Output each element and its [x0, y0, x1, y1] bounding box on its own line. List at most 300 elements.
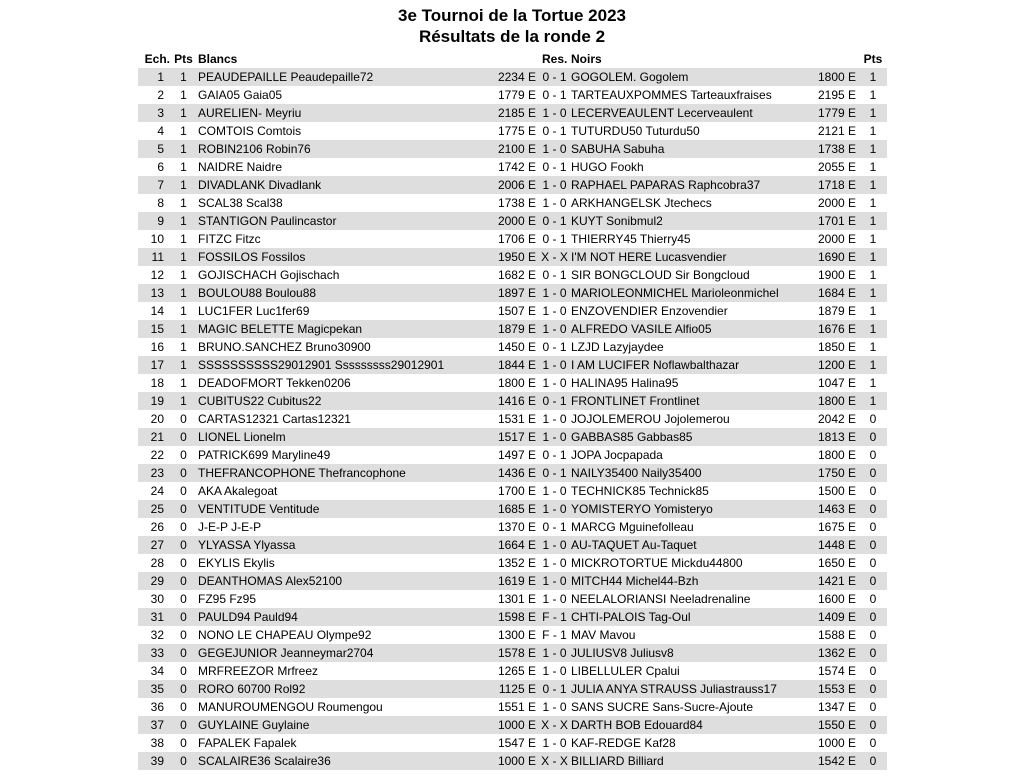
board-number: 31 [150, 610, 164, 624]
black-points: 1 [869, 394, 877, 408]
white-rating: 1436 E [497, 466, 536, 480]
black-rating: 1409 E [818, 610, 857, 624]
black-points: 1 [869, 178, 877, 192]
white-player: SCAL38 Scal38 [198, 196, 283, 210]
black-rating: 1463 E [818, 502, 857, 516]
black-points: 0 [869, 466, 877, 480]
white-player: ROBIN2106 Robin76 [198, 142, 311, 156]
result: X - X [541, 754, 568, 768]
black-rating: 1553 E [818, 682, 857, 696]
black-rating: 1813 E [818, 430, 857, 444]
white-player: MRFREEZOR Mrfreez [198, 664, 318, 678]
white-points: 1 [180, 322, 187, 336]
white-points: 1 [180, 124, 187, 138]
black-rating: 1448 E [818, 538, 857, 552]
white-player: THEFRANCOPHONE Thefrancophone [198, 466, 406, 480]
table-row [138, 158, 887, 176]
white-rating: 1775 E [497, 124, 536, 138]
black-points: 1 [869, 70, 877, 84]
table-row [138, 500, 887, 518]
black-points: 0 [869, 502, 877, 516]
white-rating: 1507 E [497, 304, 536, 318]
black-rating: 1676 E [818, 322, 857, 336]
result: 1 - 0 [542, 322, 567, 336]
white-rating: 2006 E [497, 178, 536, 192]
black-player: CHTI-PALOIS Tag-Oul [571, 610, 691, 624]
black-points: 0 [869, 430, 877, 444]
white-player: DEANTHOMAS Alex52100 [198, 574, 343, 588]
board-number: 25 [150, 502, 164, 516]
table-row [138, 86, 887, 104]
white-rating: 1000 E [497, 754, 536, 768]
white-points: 0 [180, 610, 187, 624]
black-player: ARKHANGELSK Jtechecs [571, 196, 712, 210]
table-row [138, 302, 887, 320]
white-rating: 1950 E [497, 250, 536, 264]
white-points: 0 [180, 484, 187, 498]
black-points: 0 [869, 718, 877, 732]
table-row [138, 176, 887, 194]
table-row [138, 356, 887, 374]
white-points: 0 [180, 502, 187, 516]
white-player: MANUROUMENGOU Roumengou [198, 700, 383, 714]
white-points: 1 [180, 394, 187, 408]
black-points: 0 [869, 592, 877, 606]
black-rating: 2000 E [818, 232, 857, 246]
white-rating: 1800 E [497, 376, 536, 390]
black-points: 0 [869, 754, 877, 768]
black-points: 1 [869, 322, 877, 336]
table-row [138, 518, 887, 536]
table-row [138, 626, 887, 644]
white-rating: 1551 E [497, 700, 536, 714]
result: 0 - 1 [542, 214, 567, 228]
table-row [138, 716, 887, 734]
col-header-blank2 [818, 50, 859, 68]
white-player: BRUNO.SANCHEZ Bruno30900 [198, 340, 371, 354]
result: 1 - 0 [542, 700, 567, 714]
table-row [138, 680, 887, 698]
table-row [138, 374, 887, 392]
white-points: 0 [180, 736, 187, 750]
col-header-blancs: Blancs [198, 52, 238, 66]
black-points: 1 [869, 376, 877, 390]
result: 1 - 0 [542, 358, 567, 372]
white-points: 0 [180, 538, 187, 552]
white-rating: 2000 E [497, 214, 536, 228]
white-player: FITZC Fitzc [198, 232, 261, 246]
white-player: GAIA05 Gaia05 [198, 88, 283, 102]
board-number: 11 [151, 250, 164, 264]
white-player: DEADOFMORT Tekken0206 [198, 376, 351, 390]
board-number: 29 [150, 574, 164, 588]
black-player: GABBAS85 Gabbas85 [571, 430, 693, 444]
black-points: 1 [869, 214, 877, 228]
table-row [138, 446, 887, 464]
white-player: FZ95 Fz95 [198, 592, 257, 606]
black-rating: 2195 E [818, 88, 857, 102]
black-points: 0 [869, 448, 877, 462]
white-points: 1 [180, 268, 187, 282]
board-number: 35 [150, 682, 164, 696]
board-number: 16 [150, 340, 164, 354]
white-points: 1 [180, 196, 187, 210]
col-header-pts2: Pts [863, 52, 883, 66]
white-rating: 1897 E [497, 286, 536, 300]
table-row [138, 536, 887, 554]
result: 1 - 0 [542, 484, 567, 498]
result: 0 - 1 [542, 466, 567, 480]
white-points: 1 [180, 376, 187, 390]
table-row [138, 428, 887, 446]
white-points: 0 [180, 592, 187, 606]
black-points: 1 [869, 160, 877, 174]
black-rating: 1879 E [818, 304, 857, 318]
table-row [138, 554, 887, 572]
board-number: 28 [150, 556, 164, 570]
result: 1 - 0 [542, 376, 567, 390]
white-points: 1 [180, 88, 187, 102]
white-rating: 1265 E [497, 664, 536, 678]
table-row [138, 68, 887, 86]
white-points: 1 [180, 358, 187, 372]
white-points: 0 [180, 700, 187, 714]
black-player: LIBELLULER Cpalui [571, 664, 680, 678]
page-title: 3e Tournoi de la Tortue 2023 [398, 6, 626, 25]
white-rating: 2100 E [497, 142, 536, 156]
black-rating: 1800 E [818, 70, 857, 84]
table-row [138, 410, 887, 428]
white-player: J-E-P J-E-P [198, 520, 262, 534]
black-rating: 1000 E [818, 736, 857, 750]
black-points: 1 [869, 196, 877, 210]
white-rating: 1300 E [497, 628, 536, 642]
white-rating: 1779 E [497, 88, 536, 102]
white-player: LUC1FER Luc1fer69 [198, 304, 310, 318]
white-points: 0 [180, 646, 187, 660]
col-header-res: Res. [542, 52, 568, 66]
black-player: MICKROTORTUE Mickdu44800 [571, 556, 743, 570]
black-player: DARTH BOB Edouard84 [571, 718, 703, 732]
table-row [138, 392, 887, 410]
white-player: DIVADLANK Divadlank [198, 178, 322, 192]
white-rating: 1664 E [497, 538, 536, 552]
board-number: 17 [150, 358, 164, 372]
black-points: 0 [869, 484, 877, 498]
black-rating: 1650 E [818, 556, 857, 570]
result: 1 - 0 [542, 142, 567, 156]
col-header-noirs: Noirs [571, 52, 602, 66]
white-player: FAPALEK Fapalek [198, 736, 297, 750]
board-number: 3 [157, 106, 164, 120]
white-player: COMTOIS Comtois [198, 124, 302, 138]
white-player: STANTIGON Paulincastor [198, 214, 337, 228]
white-player: CUBITUS22 Cubitus22 [198, 394, 322, 408]
black-points: 1 [869, 232, 877, 246]
black-player: NAILY35400 Naily35400 [571, 466, 702, 480]
black-player: JULIA ANYA STRAUSS Juliastrauss17 [571, 682, 777, 696]
black-points: 1 [869, 106, 877, 120]
result: X - X [541, 250, 568, 264]
table-row [138, 644, 887, 662]
black-player: FRONTLINET Frontlinet [571, 394, 700, 408]
black-points: 0 [869, 574, 877, 588]
black-points: 0 [869, 700, 877, 714]
board-number: 33 [150, 646, 164, 660]
white-rating: 1685 E [497, 502, 536, 516]
white-rating: 1517 E [497, 430, 536, 444]
table-row [138, 122, 887, 140]
black-points: 0 [869, 628, 877, 642]
black-player: LZJD Lazyjaydee [571, 340, 664, 354]
result: 1 - 0 [542, 736, 567, 750]
white-points: 0 [180, 412, 187, 426]
table-row [138, 266, 887, 284]
white-rating: 1738 E [497, 196, 536, 210]
result: 0 - 1 [542, 160, 567, 174]
black-player: TARTEAUXPOMMES Tarteauxfraises [571, 88, 772, 102]
white-rating: 1416 E [497, 394, 536, 408]
table-row [138, 698, 887, 716]
result: 1 - 0 [542, 574, 567, 588]
black-player: KUYT Sonibmul2 [571, 214, 663, 228]
table-row [138, 212, 887, 230]
board-number: 14 [150, 304, 164, 318]
white-rating: 1700 E [497, 484, 536, 498]
white-points: 1 [180, 214, 187, 228]
white-player: CARTAS12321 Cartas12321 [198, 412, 351, 426]
board-number: 2 [157, 88, 164, 102]
black-points: 0 [869, 538, 877, 552]
black-points: 1 [869, 340, 877, 354]
black-points: 1 [869, 358, 877, 372]
black-points: 1 [869, 286, 877, 300]
col-header-ech: Ech. [144, 52, 170, 66]
white-player: FOSSILOS Fossilos [198, 250, 306, 264]
white-rating: 1497 E [497, 448, 536, 462]
white-player: GUYLAINE Guylaine [198, 718, 310, 732]
black-points: 1 [869, 124, 877, 138]
black-rating: 1542 E [818, 754, 857, 768]
board-number: 12 [150, 268, 164, 282]
white-rating: 2234 E [497, 70, 536, 84]
black-points: 1 [869, 268, 877, 282]
table-row [138, 752, 887, 770]
black-player: SANS SUCRE Sans-Sucre-Ajoute [571, 700, 754, 714]
white-rating: 1370 E [497, 520, 536, 534]
white-player: SSSSSSSSSS29012901 Sssssssss29012901 [198, 358, 445, 372]
white-player: LIONEL Lionelm [198, 430, 286, 444]
white-points: 1 [180, 340, 187, 354]
board-number: 18 [150, 376, 164, 390]
white-points: 1 [180, 250, 187, 264]
white-points: 1 [180, 142, 187, 156]
page-subtitle: Résultats de la ronde 2 [418, 27, 606, 46]
result: 0 - 1 [542, 394, 567, 408]
white-points: 0 [180, 574, 187, 588]
black-points: 0 [869, 736, 877, 750]
result: 0 - 1 [542, 448, 567, 462]
white-rating: 1619 E [497, 574, 536, 588]
result: 1 - 0 [542, 286, 567, 300]
black-rating: 2042 E [818, 412, 857, 426]
black-rating: 2121 E [818, 124, 857, 138]
white-player: SCALAIRE36 Scalaire36 [198, 754, 331, 768]
result: 0 - 1 [542, 340, 567, 354]
black-points: 0 [869, 682, 877, 696]
white-player: BOULOU88 Boulou88 [198, 286, 317, 300]
table-row [138, 482, 887, 500]
board-number: 20 [150, 412, 164, 426]
white-rating: 1706 E [497, 232, 536, 246]
white-player: NONO LE CHAPEAU Olympe92 [198, 628, 372, 642]
white-rating: 1450 E [497, 340, 536, 354]
black-rating: 1574 E [818, 664, 857, 678]
result: 1 - 0 [542, 304, 567, 318]
board-number: 8 [157, 196, 164, 210]
black-points: 0 [869, 556, 877, 570]
board-number: 39 [150, 754, 164, 768]
board-number: 5 [157, 142, 164, 156]
table-row [138, 104, 887, 122]
result: 1 - 0 [542, 430, 567, 444]
black-player: I AM LUCIFER Noflawbalthazar [571, 358, 740, 372]
white-player: VENTITUDE Ventitude [198, 502, 320, 516]
black-points: 1 [869, 304, 877, 318]
board-number: 15 [150, 322, 164, 336]
results-table [138, 50, 887, 770]
board-number: 19 [150, 394, 164, 408]
board-number: 9 [157, 214, 164, 228]
black-rating: 1421 E [818, 574, 857, 588]
white-points: 1 [180, 178, 187, 192]
white-rating: 1125 E [498, 682, 536, 696]
black-rating: 2000 E [818, 196, 857, 210]
white-player: MAGIC BELETTE Magicpekan [198, 322, 363, 336]
black-points: 0 [869, 664, 877, 678]
board-number: 7 [157, 178, 164, 192]
table-row [138, 194, 887, 212]
white-player: GEGEJUNIOR Jeanneymar2704 [198, 646, 374, 660]
black-player: YOMISTERYO Yomisteryo [571, 502, 713, 516]
black-rating: 1850 E [818, 340, 857, 354]
black-player: MARCG Mguinefolleau [571, 520, 694, 534]
black-rating: 1362 E [818, 646, 857, 660]
white-rating: 1000 E [497, 718, 536, 732]
table-row [138, 590, 887, 608]
white-points: 1 [180, 304, 187, 318]
table-row [138, 140, 887, 158]
black-rating: 1900 E [818, 268, 857, 282]
white-points: 1 [180, 160, 187, 174]
white-points: 0 [180, 520, 187, 534]
board-number: 32 [150, 628, 164, 642]
result: F - 1 [542, 628, 567, 642]
table-row [138, 230, 887, 248]
black-rating: 1718 E [818, 178, 857, 192]
board-number: 27 [150, 538, 164, 552]
black-points: 0 [869, 520, 877, 534]
white-rating: 1598 E [497, 610, 536, 624]
black-player: SIR BONGCLOUD Sir Bongcloud [571, 268, 750, 282]
board-number: 10 [150, 232, 164, 246]
result: 0 - 1 [542, 88, 567, 102]
black-rating: 1200 E [818, 358, 857, 372]
white-rating: 1742 E [497, 160, 536, 174]
col-header-blank [490, 50, 540, 68]
black-player: THIERRY45 Thierry45 [571, 232, 691, 246]
result: 1 - 0 [542, 502, 567, 516]
table-header-row [138, 50, 887, 68]
white-rating: 1682 E [497, 268, 536, 282]
white-points: 1 [180, 232, 187, 246]
black-player: BILLIARD Billiard [571, 754, 664, 768]
result: 1 - 0 [542, 196, 567, 210]
black-player: TUTURDU50 Tuturdu50 [571, 124, 700, 138]
board-number: 22 [150, 448, 164, 462]
white-points: 0 [180, 466, 187, 480]
black-rating: 1600 E [818, 592, 857, 606]
black-rating: 1800 E [818, 394, 857, 408]
black-rating: 1750 E [818, 466, 857, 480]
white-rating: 1531 E [497, 412, 536, 426]
black-points: 1 [869, 88, 877, 102]
black-rating: 1500 E [818, 484, 857, 498]
black-rating: 1690 E [818, 250, 857, 264]
table-row [138, 248, 887, 266]
board-number: 30 [150, 592, 164, 606]
result: 0 - 1 [542, 70, 567, 84]
result: 1 - 0 [542, 178, 567, 192]
black-rating: 1701 E [818, 214, 857, 228]
result: 1 - 0 [542, 106, 567, 120]
black-rating: 1588 E [818, 628, 857, 642]
black-points: 0 [869, 412, 877, 426]
black-player: LECERVEAULENT Lecerveaulent [571, 106, 753, 120]
table-row [138, 662, 887, 680]
white-points: 0 [180, 628, 187, 642]
white-player: NAIDRE Naidre [198, 160, 283, 174]
black-player: MARIOLEONMICHEL Marioleonmichel [571, 286, 779, 300]
white-player: GOJISCHACH Gojischach [198, 268, 340, 282]
table-row [138, 464, 887, 482]
black-player: RAPHAEL PAPARAS Raphcobra37 [571, 178, 761, 192]
black-player: KAF-REDGE Kaf28 [571, 736, 676, 750]
white-rating: 1301 E [497, 592, 536, 606]
table-row [138, 284, 887, 302]
result: 1 - 0 [542, 538, 567, 552]
black-player: ENZOVENDIER Enzovendier [571, 304, 728, 318]
black-player: JOPA Jocpapada [571, 448, 663, 462]
board-number: 4 [157, 124, 164, 138]
black-player: TECHNICK85 Technick85 [571, 484, 709, 498]
result: 0 - 1 [542, 232, 567, 246]
board-number: 21 [150, 430, 164, 444]
white-points: 1 [180, 106, 187, 120]
black-rating: 1738 E [818, 142, 857, 156]
table-row [138, 734, 887, 752]
white-player: PATRICK699 Maryline49 [198, 448, 331, 462]
white-points: 1 [180, 70, 187, 84]
white-points: 1 [180, 286, 187, 300]
white-points: 0 [180, 682, 187, 696]
white-rating: 2185 E [497, 106, 536, 120]
white-rating: 1879 E [497, 322, 536, 336]
result: 0 - 1 [542, 682, 567, 696]
black-points: 1 [869, 250, 877, 264]
board-number: 37 [150, 718, 164, 732]
result: 1 - 0 [542, 592, 567, 606]
